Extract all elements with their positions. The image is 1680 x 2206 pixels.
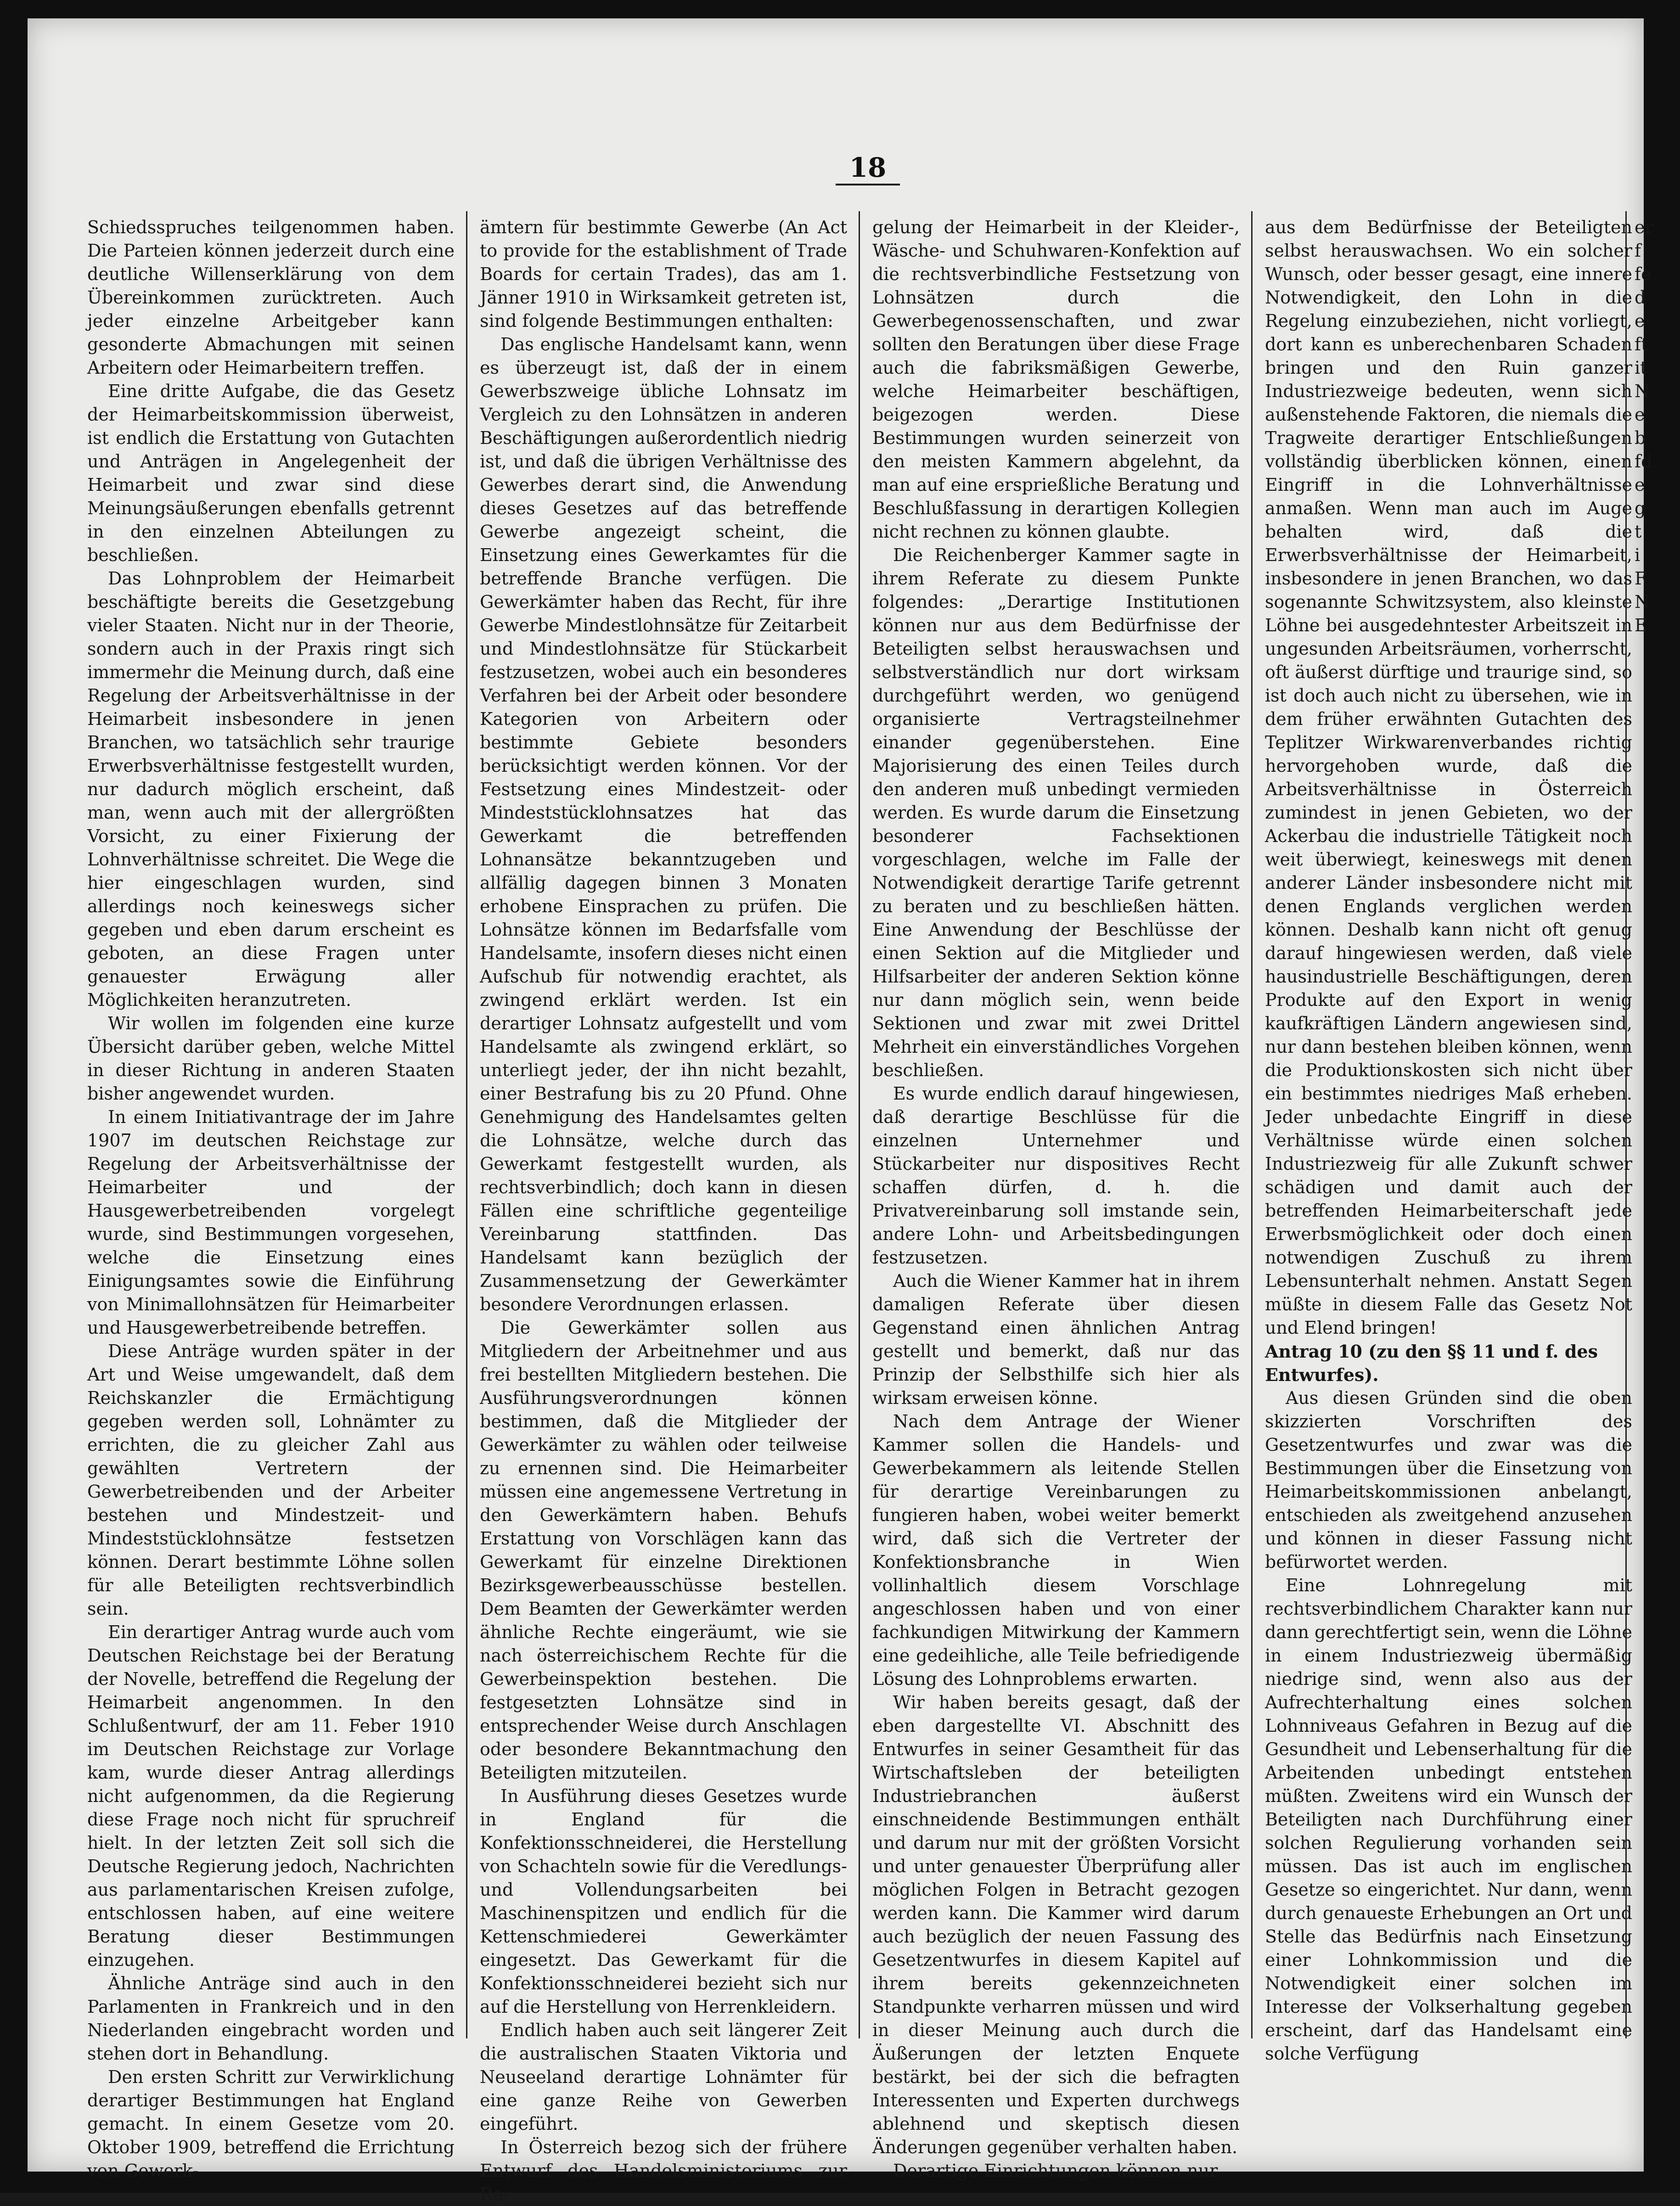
paragraph: Endlich haben auch seit längerer Zeit die australischen Staaten Viktoria und Neuseeland derartige Lohnämter für eine ganze Reihe von Gewerben eingeführt. xyxy=(480,2020,847,2134)
edge-fragment: d xyxy=(1635,287,1646,308)
next-page-edge-fragments xyxy=(1635,216,1662,1593)
text-column-1 xyxy=(87,216,455,2181)
paragraph: Es wurde endlich darauf hingewiesen, daß derartige Beschlüsse für die einzelnen Unternehmer und Stückarbeiter nur dispositives Recht schaffen dürfen, d. h. die Privatvereinbarung soll imstande sein, andere Lohn- und Arbeitsbedingungen festzusetzen. xyxy=(872,1083,1240,1268)
paragraph: Schiedsspruches teilgenommen haben. Die Parteien können jederzeit durch eine deutliche Willenserklärung von dem Übereinkommen zurücktreten. Auch jeder einzelne Arbeitgeber kann gesonderte Abmachungen mit seinen Arbeitern oder Heimarbeitern treffen. xyxy=(87,217,455,378)
edge-fragment: f xyxy=(1635,241,1641,261)
column-divider xyxy=(1251,211,1253,2038)
paragraph: Derartige Einrichtungen können nur xyxy=(893,2161,1218,2181)
paragraph: In Österreich bezog sich der frühere Entwurf des Handelsministeriums zur Re- xyxy=(480,2137,847,2204)
paragraph: Eine Lohnregelung mit rechtsverbindlichem Charakter kann nur dann gerechtfertigt sein, wenn die Löhne in einem Industriezweig übermäßig niedrige sind, wenn also aus der Aufrechterhaltung eines solchen Lohnniveaus Gefahren in Bezug auf die Gesundheit und Lebenserhaltung für die Arbeitenden unbedingt entstehen müßten. Zweitens wird ein Wunsch der Beteiligten nach Durchführung einer solchen Regulierung vorhanden sein müssen. Das ist auch im englischen Gesetze so eingerichtet. Nur dann, wenn durch genaueste Erhebungen an Ort und Stelle das Bedürfnis nach Einsetzung einer Lohnkommission und die Notwendigkeit einer solchen im Interesse der Volkserhaltung gegeben erscheint, darf das Handelsamt eine solche Verfügung xyxy=(1265,1575,1632,2064)
newspaper-sheet xyxy=(28,18,1653,2204)
edge-fragment: ft xyxy=(1635,334,1648,354)
paragraph: Ein derartiger Antrag wurde auch vom Deutschen Reichstage bei der Beratung der Novelle, betreffend die Regelung der Heimarbeit angenommen. In den Schlußentwurf, der am 11. Feber 1910 im Deutschen Reichstage zur Vorlage kam, wurde dieser Antrag allerdings nicht aufgenommen, da die Regierung diese Frage noch nicht für spruchreif hielt. In der letzten Zeit soll sich die Deutsche Regierung jedoch, Nachrichten aus parlamentarischen Kreisen zufolge, entschlossen haben, auf eine weitere Beratung dieser Bestimmungen einzugehen. xyxy=(87,1622,455,1970)
edge-fragment: i xyxy=(1635,545,1641,565)
paragraph: aus dem Bedürfnisse der Beteiligten selbst herauswachsen. Wo ein solcher Wunsch, oder besser gesagt, eine innere Notwendigkeit, den Lohn in die Regelung einzubeziehen, nicht vorliegt, dort kann es unberechenbaren Schaden bringen und den Ruin ganzer Industriezweige bedeuten, wenn sich außenstehende Faktoren, die niemals die Tragweite derartiger Entschließungen vollständig überblicken können, einen Eingriff in die Lohnverhältnisse anmaßen. Wenn man auch im Auge behalten wird, daß die Erwerbsverhältnisse der Heimarbeit, insbesondere in jenen Branchen, wo das sogenannte Schwitzsystem, also kleinste Löhne bei ausgedehntester Arbeitszeit in ungesunden Arbeitsräumen, vorherrscht, oft äußerst dürftige und traurige sind, so ist doch auch nicht zu übersehen, wie in dem früher erwähnten Gutachten des Teplitzer Wirkwarenverbandes richtig hervorgehoben wurde, daß die Arbeitsverhältnisse in Österreich zumindest in jenen Gebieten, wo der Ackerbau die industrielle Tätigkeit noch weit überwiegt, keineswegs mit denen anderer Länder insbesondere nicht mit denen Englands verglichen werden können. Deshalb kann nicht oft genug darauf hingewiesen werden, daß viele hausindustrielle Beschäftigungen, deren Produkte auf den Export in wenig kaufkräftigen Ländern angewiesen sind, nur dann bestehen bleiben können, wenn die Produktionskosten sich nicht über ein bestimmtes niedriges Maß erheben. Jeder unbedachte Eingriff in diese Verhältnisse würde einen solchen Industriezweig für alle Zukunft schwer schädigen und damit auch der betreffenden Heimarbeiterschaft jede Erwerbsmöglichkeit oder doch einen notwendigen Zuschuß zu ihrem Lebensunterhalt nehmen. Anstatt Segen müßte in diesem Falle das Gesetz Not und Elend bringen! xyxy=(1265,217,1632,1338)
paragraph: Wir haben bereits gesagt, daß der eben dargestellte VI. Abschnitt des Entwurfes in seiner Gesamtheit für das Wirtschaftsleben der beteiligten Industriebranchen äußerst einschneidende Bestimmungen enthält und darum nur mit der größten Vorsicht und unter genauester Überprüfung aller möglichen Folgen in Betracht gezogen werden kann. Die Kammer wird darum auch bezüglich der neuen Fassung des Gesetzentwurfes in diesem Kapitel auf ihrem bereits gekennzeichneten Standpunkte verharren müssen und wird in dieser Meinung auch durch die Äußerungen der letzten Enquete bestärkt, bei der sich die befragten Interessenten und Experten durchwegs ablehnend und skeptisch diesen Änderungen gegenüber verhalten haben. xyxy=(872,1692,1240,2157)
edge-fragment: N xyxy=(1635,381,1650,401)
edge-fragment: fe xyxy=(1635,264,1652,284)
text-column-4 xyxy=(1265,216,1632,2064)
edge-fragment: e xyxy=(1635,311,1645,331)
paragraph: Das englische Handelsamt kann, wenn es überzeugt ist, daß der in einem Gewerbszweige übliche Lohnsatz im Vergleich zu den Lohnsätzen in anderen Beschäftigungen außerordentlich niedrig ist, und daß die übrigen Verhältnisse des Gewerbes derart sind, die Anwendung dieses Gesetzes auf das betreffende Gewerbe angezeigt scheint, die Einsetzung eines Gewerkamtes für die betreffende Branche verfügen. Die Gewerkämter haben das Recht, für ihre Gewerbe Mindestlohnsätze für Zeitarbeit und Mindestlohnsätze für Stückarbeit festzusetzen, wobei auch ein besonderes Verfahren bei der Arbeit oder besondere Kategorien von Arbeitern oder bestimmte Gebiete besonders berücksichtigt werden können. Vor der Festsetzung eines Mindestzeit- oder Mindeststücklohnsatzes hat das Gewerkamt die betreffenden Lohnansätze bekanntzugeben und allfällig dagegen binnen 3 Monaten erhobene Einsprachen zu prüfen. Die Lohnsätze können im Bedarfsfalle vom Handelsamte, insofern dieses nicht einen Aufschub für notwendig erachtet, als zwingend erklärt werden. Ist ein derartiger Lohnsatz aufgestellt und vom Handelsamte als zwingend erklärt, so unterliegt jeder, der ihn nicht bezahlt, einer Bestrafung bis zu 20 Pfund. Ohne Genehmigung des Handelsamtes gelten die Lohnsätze, welche durch das Gewerkamt festgestellt wurden, als rechtsverbindlich; doch kann in diesen Fällen eine schriftliche gegenteilige Vereinbarung stattfinden. Das Handelsamt kann bezüglich der Zusammensetzung der Gewerkämter besondere Verordnungen erlassen. xyxy=(480,334,847,1314)
paragraph: Den ersten Schritt zur Verwirklichung derartiger Bestimmungen hat England gemacht. In einem Gesetze vom 20. Oktober 1909, betreffend die Errichtung von Gewerk- xyxy=(87,2067,455,2181)
edge-fragment: N xyxy=(1635,592,1650,612)
edge-fragment: fd xyxy=(1635,451,1652,472)
paragraph: Nach dem Antrage der Wiener Kammer sollen die Handels- und Gewerbekammern als leitende Stellen für derartige Vereinbarungen zu fungieren haben, wobei weiter bemerkt wird, daß sich die Vertreter der Konfektionsbranche in Wien vollinhaltlich diesem Vorschlage angeschlossen haben und von einer fachkundigen Mitwirkung der Kammern eine gedeihliche, alle Teile befriedigende Lösung des Lohnproblems erwarten. xyxy=(872,1411,1240,1689)
edge-fragment: e xyxy=(1635,404,1645,425)
paragraph: Eine dritte Aufgabe, die das Gesetz der Heimarbeitskommission überweist, ist endlich die Erstattung von Gutachten und Anträgen in Angelegenheit der Heimarbeit und zwar sind diese Meinungsäußerungen ebenfalls getrennt in den einzelnen Abteilungen zu beschließen. xyxy=(87,381,455,565)
edge-fragment: g xyxy=(1635,498,1646,518)
paragraph: Ähnliche Anträge sind auch in den Parlamenten in Frankreich und in den Niederlanden eingebracht worden und stehen dort in Behandlung. xyxy=(87,1973,455,2064)
edge-fragment: t xyxy=(1635,522,1642,542)
section-heading: Antrag 10 (zu den §§ 11 und f. des Entwurfes). xyxy=(1265,1341,1598,1385)
column-divider xyxy=(466,211,467,2038)
edge-fragment: b xyxy=(1635,428,1646,448)
paragraph: gelung der Heimarbeit in der Kleider-, Wäsche- und Schuhwaren-Konfektion auf die rechtsverbindliche Festsetzung von Lohnsätzen durch die Gewerbegenossenschaften, und zwar sollten den Beratungen über diese Frage auch die fabriksmäßigen Gewerbe, welche Heimarbeiter beschäftigen, beigezogen werden. Diese Bestimmungen wurden seinerzeit von den meisten Kammern abgelehnt, da man auf eine ersprießliche Beratung und Beschlußfassung in derartigen Kollegien nicht rechnen zu können glaubte. xyxy=(872,217,1240,542)
paragraph: Die Reichenberger Kammer sagte in ihrem Referate zu diesem Punkte folgendes: „Derartige Institutionen können nur aus dem Bedürfnisse der Beteiligten selbst herauswachsen und selbstverständlich nur dort wirksam durchgeführt werden, wo genügend organisierte Vertragsteilnehmer einander gegenüberstehen. Eine Majorisierung des einen Teiles durch den anderen muß unbedingt vermieden werden. Es wurde darum die Einsetzung besonderer Fachsektionen vorgeschlagen, welche im Falle der Notwendigkeit derartige Tarife getrennt zu beraten und zu beschließen hätten. Eine Anwendung der Beschlüsse der einen Sektion auf die Mitglieder und Hilfsarbeiter der anderen Sektion könne nur dann möglich sein, wenn beide Sektionen und zwar mit zwei Drittel Mehrheit ein einverständliches Vorgehen beschließen. xyxy=(872,545,1240,1080)
paragraph: In Ausführung dieses Gesetzes wurde in England für die Konfektionsschneiderei, die Herstellung von Schachteln sowie für die Veredlungs- und Vollendungsarbeiten bei Maschinenspitzen und endlich für die Kettenschmiederei Gewerkämter eingesetzt. Das Gewerkamt für die Konfektionsschneiderei bezieht sich nur auf die Herstellung von Herrenkleidern. xyxy=(480,1786,847,2017)
edge-fragment: er xyxy=(1635,217,1653,237)
paragraph: Die Gewerkämter sollen aus Mitgliedern der Arbeitnehmer und aus frei bestellten Mitgliedern bestehen. Die Ausführungsverordnungen können bestimmen, daß die Mitglieder der Gewerkämter zu wählen oder teilweise zu ernennen sind. Die Heimarbeiter müssen eine angemessene Vertretung in den Gewerkämtern haben. Behufs Erstattung von Vorschlägen kann das Gewerkamt für einzelne Direktionen Bezirksgewerbeausschüsse bestellen. Dem Beamten der Gewerkämter werden ähnliche Rechte eingeräumt, wie sie nach österreichischem Rechte für die Gewerbeinspektion bestehen. Die festgesetzten Lohnsätze sind in entsprechender Weise durch Anschlagen oder besondere Bekanntmachung den Beteiligten mitzuteilen. xyxy=(480,1318,847,1783)
edge-fragment: it xyxy=(1635,358,1647,378)
paragraph: In einem Initiativantrage der im Jahre 1907 im deutschen Reichstage zur Regelung der Arbeitsverhältnisse der Heimarbeiter und der Hausgewerbetreibenden vorgelegt wurde, sind Bestimmungen vorgesehen, welche die Einsetzung eines Einigungsamtes sowie die Einführung von Minimallohnsätzen für Heimarbeiter und Hausgewerbetreibende betreffen. xyxy=(87,1107,455,1338)
paragraph: Diese Anträge wurden später in der Art und Weise umgewandelt, daß dem Reichskanzler die Ermächtigung gegeben werden soll, Lohnämter zu errichten, die zu gleicher Zahl aus gewählten Vertretern der Gewerbetreibenden und der Arbeiter bestehen und Mindestzeit- und Mindeststücklohnsätze festsetzen können. Derart bestimmte Löhne sollen für alle Beteiligten rechtsverbindlich sein. xyxy=(87,1341,455,1619)
paragraph: Aus diesen Gründen sind die oben skizzierten Vorschriften des Gesetzentwurfes und zwar was die Bestimmungen über die Einsetzung von Heimarbeitskommissionen anbelangt, entschieden als zweitgehend anzusehen und können in dieser Fassung nicht befürwortet werden. xyxy=(1265,1388,1632,1572)
paragraph: Das Lohnproblem der Heimarbeit beschäftigte bereits die Gesetzgebung vieler Staaten. Nicht nur in der Theorie, sondern auch in der Praxis ringt sich immermehr die Meinung durch, daß eine Regelung der Arbeitsverhältnisse in der Heimarbeit insbesondere in jenen Branchen, wo tatsächlich sehr traurige Erwerbsverhältnisse festgestellt wurden, nur dadurch möglich erscheint, daß man, wenn auch mit der allergrößten Vorsicht, zu einer Fixierung der Lohnverhältnisse schreitet. Die Wege die hier eingeschlagen wurden, sind allerdings noch keineswegs sicher gegeben und eben darum erscheint es geboten, an diese Fragen unter genauester Erwägung aller Möglichkeiten heranzutreten. xyxy=(87,568,455,1010)
page-number: 18 xyxy=(836,152,900,185)
paragraph: ämtern für bestimmte Gewerbe (An Act to provide for the establishment of Trade Boards for certain Trades), das am 1. Jänner 1910 in Wirksamkeit getreten ist, sind folgende Bestimmungen enthalten: xyxy=(480,217,847,331)
edge-fragment: F xyxy=(1635,568,1647,589)
text-column-3 xyxy=(872,216,1240,2181)
column-divider xyxy=(859,211,860,2038)
paragraph: Auch die Wiener Kammer hat in ihrem damaligen Referate über diesen Gegenstand einen ähnlichen Antrag gestellt und bemerkt, daß nur das Prinzip der Selbsthilfe sich hier als wirksam erweisen könne. xyxy=(872,1271,1240,1408)
edge-fragment: E xyxy=(1635,615,1647,635)
paragraph: Wir wollen im folgenden eine kurze Übersicht darüber geben, welche Mittel in dieser Richtung in anderen Staaten bisher angewendet wurden. xyxy=(87,1013,455,1104)
edge-fragment: e xyxy=(1635,475,1645,495)
text-column-2 xyxy=(480,216,847,2204)
